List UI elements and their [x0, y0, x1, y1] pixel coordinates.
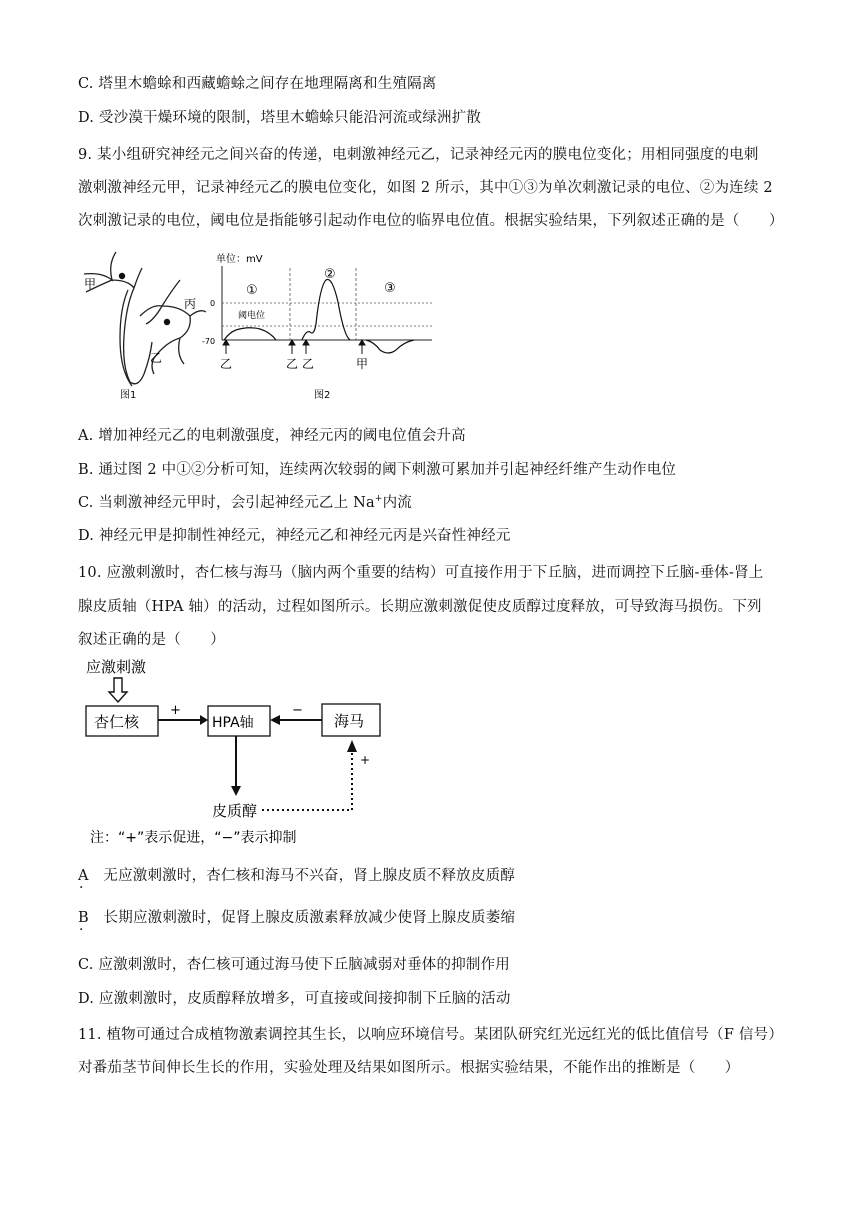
q11-stem-line2: 对番茄茎节间伸长生长的作用，实验处理及结果如图所示。根据实验结果，不能作出的推断是（ ）: [78, 1060, 740, 1076]
fig1-caption: 图1: [120, 390, 137, 401]
q8-option-d: D. 受沙漠干燥环境的限制，塔里木蟾蜍只能沿河流或绿洲扩散: [78, 110, 482, 126]
plus-sign-1: +: [170, 703, 181, 718]
stress-label: 应激刺激: [86, 658, 147, 676]
neuron-diagram: [84, 252, 206, 386]
amygdala-label: 杏仁核: [94, 713, 140, 731]
stim-yi-1: 乙: [220, 357, 233, 371]
q9-stem-line2: 激刺激神经元甲，记录神经元乙的膜电位变化，如图 2 所示，其中①③为单次刺激记录的电位、②为连续 2: [78, 180, 773, 196]
q9-option-a: A. 增加神经元乙的电刺激强度，神经元丙的阈电位值会升高: [78, 428, 466, 444]
trace-2: [302, 279, 350, 340]
stim-jia: 甲: [356, 357, 369, 371]
region-3: ③: [384, 281, 396, 296]
unit-label: 单位：mV: [216, 254, 263, 265]
trace-3: [366, 340, 414, 353]
tick-0: 0: [210, 299, 216, 308]
label-bing: 丙: [184, 297, 197, 311]
minus-sign: −: [292, 703, 303, 718]
region-1: ①: [246, 283, 258, 298]
stim-yi-3: 乙: [302, 357, 315, 371]
label-jia: 甲: [84, 277, 97, 291]
q10-option-b: B 长期应激刺激时，促肾上腺皮质激素释放减少使肾上腺皮质萎缩: [78, 910, 516, 926]
q11-stem-line1: 11. 植物可通过合成植物激素调控其生长，以响应环境信号。某团队研究红光远红光的低比值信号（F 信号）: [78, 1027, 784, 1043]
hippocampus-label: 海马: [334, 712, 365, 730]
label-yi: 乙: [150, 351, 163, 365]
stress-arrow: [109, 678, 127, 702]
q10-option-a: A 无应激刺激时，杏仁核和海马不兴奋，肾上腺皮质不释放皮质醇: [78, 868, 515, 884]
neuron-jia-nucleus: [119, 273, 125, 279]
q9-option-b: B. 通过图 2 中①②分析可知，连续两次较弱的阈下刺激可累加并引起神经纤维产生动作电位: [78, 462, 677, 478]
q10-option-d: D. 应激刺激时，皮质醇释放增多，可直接或间接抑制下丘脑的活动: [78, 991, 511, 1007]
q9-option-c-text: C. 当刺激神经元甲时，会引起神经元乙上 Na: [78, 495, 375, 511]
hpa-label: HPA轴: [212, 715, 254, 731]
plus-sign-2: +: [360, 753, 371, 767]
threshold-label: 阈电位: [238, 311, 266, 321]
q9-stem-line3: 次刺激记录的电位，阈电位是指能够引起动作电位的临界电位值。根据实验结果，下列叙述正确的是（ ）: [78, 213, 784, 229]
q10-stem-line1: 10. 应激刺激时，杏仁核与海马（脑内两个重要的结构）可直接作用于下丘脑，进而调控下丘脑-垂体-肾上: [78, 565, 764, 581]
q9-figure: [80, 246, 440, 402]
cortisol-label: 皮质醇: [212, 802, 258, 820]
superscript-plus: +: [374, 494, 383, 505]
q10-stem-line3: 叙述正确的是（ ）: [78, 632, 225, 648]
q8-option-c: C. 塔里木蟾蜍和西藏蟾蜍之间存在地理隔离和生殖隔离: [78, 76, 437, 92]
region-2: ②: [324, 267, 336, 282]
option-a-dot: ·: [79, 880, 84, 896]
q9-stem-line1: 9. 某小组研究神经元之间兴奋的传递，电刺激神经元乙，记录神经元丙的膜电位变化；用相同强度的电刺: [78, 147, 759, 163]
q10-option-c: C. 应激刺激时，杏仁核可通过海马使下丘脑减弱对垂体的抑制作用: [78, 957, 510, 973]
q9-option-c-tail: 内流: [382, 495, 412, 511]
trace-1: [224, 328, 276, 340]
tick-minus70: -70: [202, 337, 216, 346]
option-b-dot: ·: [79, 922, 84, 938]
q9-option-c: [78, 491, 412, 512]
fig2-caption: 图2: [314, 390, 331, 401]
q10-stem-line2: 腺皮质轴（HPA 轴）的活动，过程如图所示。长期应激刺激促使皮质醇过度释放，可导致海马损伤。下列: [78, 599, 762, 615]
q9-option-d: D. 神经元甲是抑制性神经元，神经元乙和神经元丙是兴奋性神经元: [78, 528, 511, 544]
potential-chart: [202, 252, 432, 401]
neuron-bing-nucleus: [164, 319, 170, 325]
hpa-diagram: [80, 652, 390, 848]
legend-note: 注：“+”表示促进，“−”表示抑制: [90, 830, 297, 846]
stim-yi-2: 乙: [286, 357, 299, 371]
